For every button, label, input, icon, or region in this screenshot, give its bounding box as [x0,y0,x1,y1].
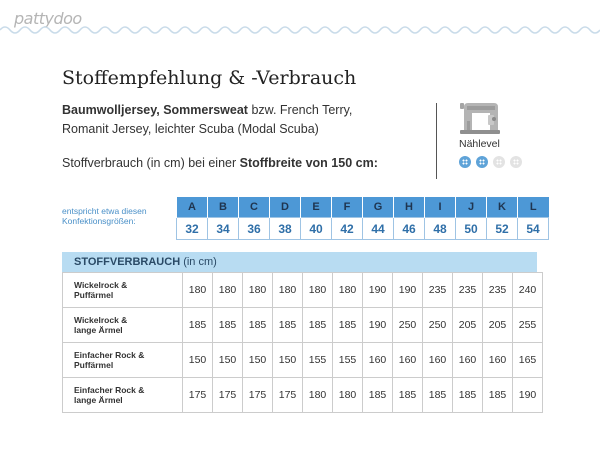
size-number-cell: 52 [487,218,518,240]
sewing-machine-icon [458,99,502,135]
consumption-value: 180 [183,273,213,308]
skill-dot-filled-icon [459,156,471,168]
row-label-line2: lange Ärmel [74,325,123,335]
consumption-value: 185 [333,308,363,343]
consumption-value: 180 [273,273,303,308]
row-label-line1: Wickelrock & [74,315,128,325]
consumption-value: 250 [423,308,453,343]
consumption-value: 160 [393,343,423,378]
consumption-value: 180 [333,273,363,308]
consumption-value: 205 [453,308,483,343]
wave-divider [0,24,600,36]
size-number-cell: 40 [301,218,332,240]
row-label-line2: Puffärmel [74,290,114,300]
size-number-row [177,218,549,240]
consumption-value: 180 [303,273,333,308]
size-letter-cell: I [425,197,456,218]
consumption-value: 150 [273,343,303,378]
consumption-value: 185 [363,378,393,413]
consumption-value: 190 [393,273,423,308]
size-number-cell: 48 [425,218,456,240]
row-label-line2: Puffärmel [74,360,114,370]
consumption-row [63,273,543,308]
consumption-value: 160 [483,343,513,378]
consumption-title: STOFFVERBRAUCH [74,256,181,268]
consumption-value: 175 [243,378,273,413]
size-number-cell: 32 [177,218,208,240]
row-label-line1: Wickelrock & [74,280,128,290]
consumption-value: 180 [213,273,243,308]
size-letter-cell: B [208,197,239,218]
skill-dot-filled-icon [476,156,488,168]
consumption-value: 240 [513,273,543,308]
consumption-value: 190 [513,378,543,413]
consumption-value: 185 [243,308,273,343]
pattydoo-logo: pattydoo [14,9,82,28]
consumption-value: 150 [183,343,213,378]
consumption-value: 185 [303,308,333,343]
consumption-unit: (in cm) [183,256,217,268]
size-number-cell: 44 [363,218,394,240]
consumption-value: 180 [333,378,363,413]
consumption-value: 190 [363,273,393,308]
usage-text: Stoffverbrauch (in cm) bei einer [62,156,240,170]
size-number-cell: 36 [239,218,270,240]
consumption-value: 235 [423,273,453,308]
consumption-value: 150 [243,343,273,378]
consumption-value: 185 [273,308,303,343]
fabric-alternative: bzw. French Terry, [247,103,353,117]
consumption-value: 190 [363,308,393,343]
row-label [63,308,183,343]
size-number-cell: 46 [394,218,425,240]
skill-level-indicator [459,156,522,168]
consumption-value: 185 [453,378,483,413]
size-letter-row [177,197,549,218]
size-number-cell: 38 [270,218,301,240]
consumption-value: 185 [213,308,243,343]
size-letter-cell: C [239,197,270,218]
size-equivalent-label: entspricht etwa diesen Konfektionsgrößen: [62,206,147,226]
consumption-value: 185 [393,378,423,413]
consumption-value: 165 [513,343,543,378]
consumption-value: 175 [273,378,303,413]
size-letter-cell: L [518,197,549,218]
size-table [176,197,549,240]
row-label [63,378,183,413]
row-label-line1: Einfacher Rock & [74,350,145,360]
size-letter-cell: A [177,197,208,218]
consumption-value: 175 [183,378,213,413]
size-number-cell: 34 [208,218,239,240]
fabric-primary: Baumwolljersey, Sommersweat [62,103,248,117]
consumption-value: 235 [453,273,483,308]
size-number-cell: 54 [518,218,549,240]
consumption-row [63,308,543,343]
consumption-value: 255 [513,308,543,343]
size-letter-cell: G [363,197,394,218]
size-letter-cell: J [456,197,487,218]
size-number-cell: 42 [332,218,363,240]
consumption-row [63,378,543,413]
consumption-value: 160 [363,343,393,378]
usage-width: Stoffbreite von 150 cm: [239,156,378,170]
row-label [63,343,183,378]
size-letter-cell: F [332,197,363,218]
consumption-value: 185 [483,378,513,413]
row-label-line1: Einfacher Rock & [74,385,145,395]
consumption-value: 250 [393,308,423,343]
consumption-value: 185 [423,378,453,413]
row-label [63,273,183,308]
size-number-cell: 50 [456,218,487,240]
consumption-header [62,252,537,272]
consumption-value: 205 [483,308,513,343]
consumption-value: 150 [213,343,243,378]
row-label-line2: lange Ärmel [74,395,123,405]
skill-level-label: Nählevel [459,138,500,150]
consumption-value: 185 [183,308,213,343]
consumption-value: 180 [303,378,333,413]
consumption-table [62,272,543,413]
size-letter-cell: E [301,197,332,218]
size-letter-cell: H [394,197,425,218]
consumption-value: 155 [333,343,363,378]
size-letter-cell: K [487,197,518,218]
divider-line [436,103,437,179]
page-title: Stoffempfehlung & -Verbrauch [62,67,357,89]
fabric-width-note [62,156,378,170]
consumption-value: 235 [483,273,513,308]
consumption-row [63,343,543,378]
skill-dot-empty-icon [510,156,522,168]
skill-dot-empty-icon [493,156,505,168]
size-letter-cell: D [270,197,301,218]
consumption-value: 155 [303,343,333,378]
fabric-secondary: Romanit Jersey, leichter Scuba (Modal Scuba) [62,122,319,136]
consumption-value: 180 [243,273,273,308]
consumption-value: 160 [453,343,483,378]
fabric-recommendation [62,101,352,139]
consumption-value: 175 [213,378,243,413]
consumption-value: 160 [423,343,453,378]
